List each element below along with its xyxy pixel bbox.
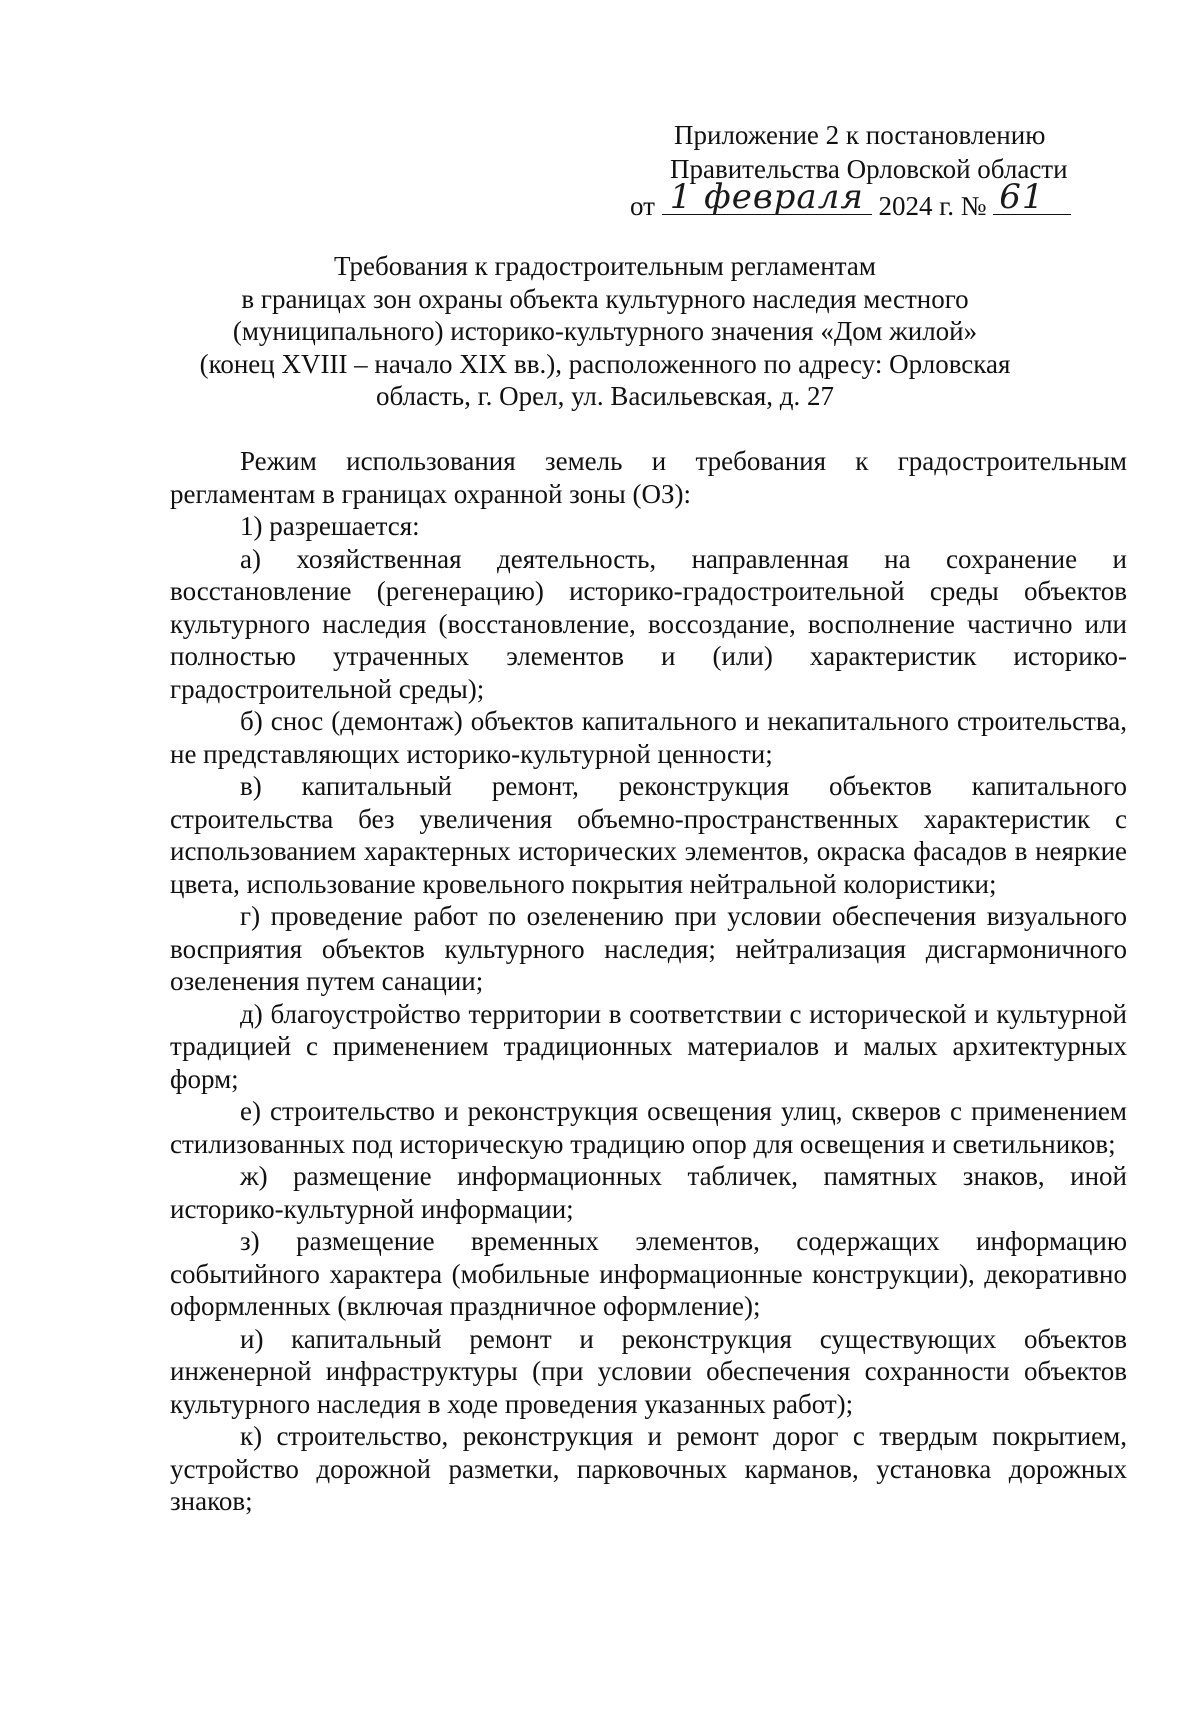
list-item: а) хозяйственная деятельность, направленная на сохранение и восстановление (регенерацию) историко-градостроительной среды объектов культурного наследия (восстановление, воссоздание, восполнение частично или полностью утраченных элементов и (или) характеристик историко-градостроительной среды); <box>170 543 1127 704</box>
handwritten-date: 1 февраля <box>669 177 864 217</box>
year-and-number-label: 2024 г. № <box>878 191 987 221</box>
list-item: г) проведение работ по озеленению при условии обеспечения визуального восприятия объектов культурного наследия; нейтрализация дисгармоничного озеленения путем санации; <box>170 901 1127 996</box>
intro-paragraph: Режим использования земель и требования к градостроительным регламентам в границах охранной зоны (ОЗ): <box>170 446 1127 509</box>
decree-date-number <box>630 177 1071 224</box>
handwritten-number: 61 <box>999 177 1045 217</box>
document-title <box>160 250 1050 413</box>
title-line: область, г. Орел, ул. Васильевская, д. 27 <box>375 381 834 411</box>
list-item: з) размещение временных элементов, содержащих информацию событийного характера (мобильные информационные конструкции), декоративно оформленных (включая праздничное оформление); <box>170 1226 1127 1321</box>
from-prefix: от <box>630 191 655 221</box>
title-line: (конец XVIII – начало XIX вв.), расположенного по адресу: Орловская <box>199 348 1011 379</box>
issuing-authority: Правительства Орловской области <box>670 154 1068 184</box>
list-item: к) строительство, реконструкция и ремонт дорог с твердым покрытием, устройство дорожной разметки, парковочных карманов, установка дорожных знаков; <box>170 1421 1127 1516</box>
number-blank <box>993 177 1071 217</box>
allowed-heading: 1) разрешается: <box>240 511 420 541</box>
title-line: в границах зон охраны объекта культурного наследия местного <box>241 283 969 314</box>
date-blank <box>662 177 872 217</box>
list-item: и) капитальный ремонт и реконструкция существующих объектов инженерной инфраструктуры (при условии обеспечения сохранности объектов культурного наследия в ходе проведения указанных работ); <box>170 1323 1127 1419</box>
document-body <box>170 445 1127 1518</box>
list-item: б) снос (демонтаж) объектов капитального и некапитального строительства, не представляющих историко-культурной ценности; <box>170 706 1127 769</box>
list-item: ж) размещение информационных табличек, памятных знаков, иной историко-культурной информации; <box>170 1161 1127 1224</box>
list-item: в) капитальный ремонт, реконструкция объектов капитального строительства без увеличения объемно-пространственных характеристик с использованием характерных исторических элементов, окраска фасадов в неяркие цвета, использование кровельного покрытия нейтральной колористики; <box>170 771 1127 899</box>
title-line: (муниципального) историко-культурного значения «Дом жилой» <box>232 316 978 346</box>
appendix-caption: Приложение 2 к постановлению <box>674 120 1046 150</box>
list-item: е) строительство и реконструкция освещения улиц, скверов с применением стилизованных под историческую традицию опор для освещения и светильников; <box>170 1096 1127 1159</box>
list-item: д) благоустройство территории в соответствии с исторической и культурной традицией с применением традиционных материалов и малых архитектурных форм; <box>170 998 1127 1094</box>
title-line: Требования к градостроительным регламентам <box>334 251 876 281</box>
